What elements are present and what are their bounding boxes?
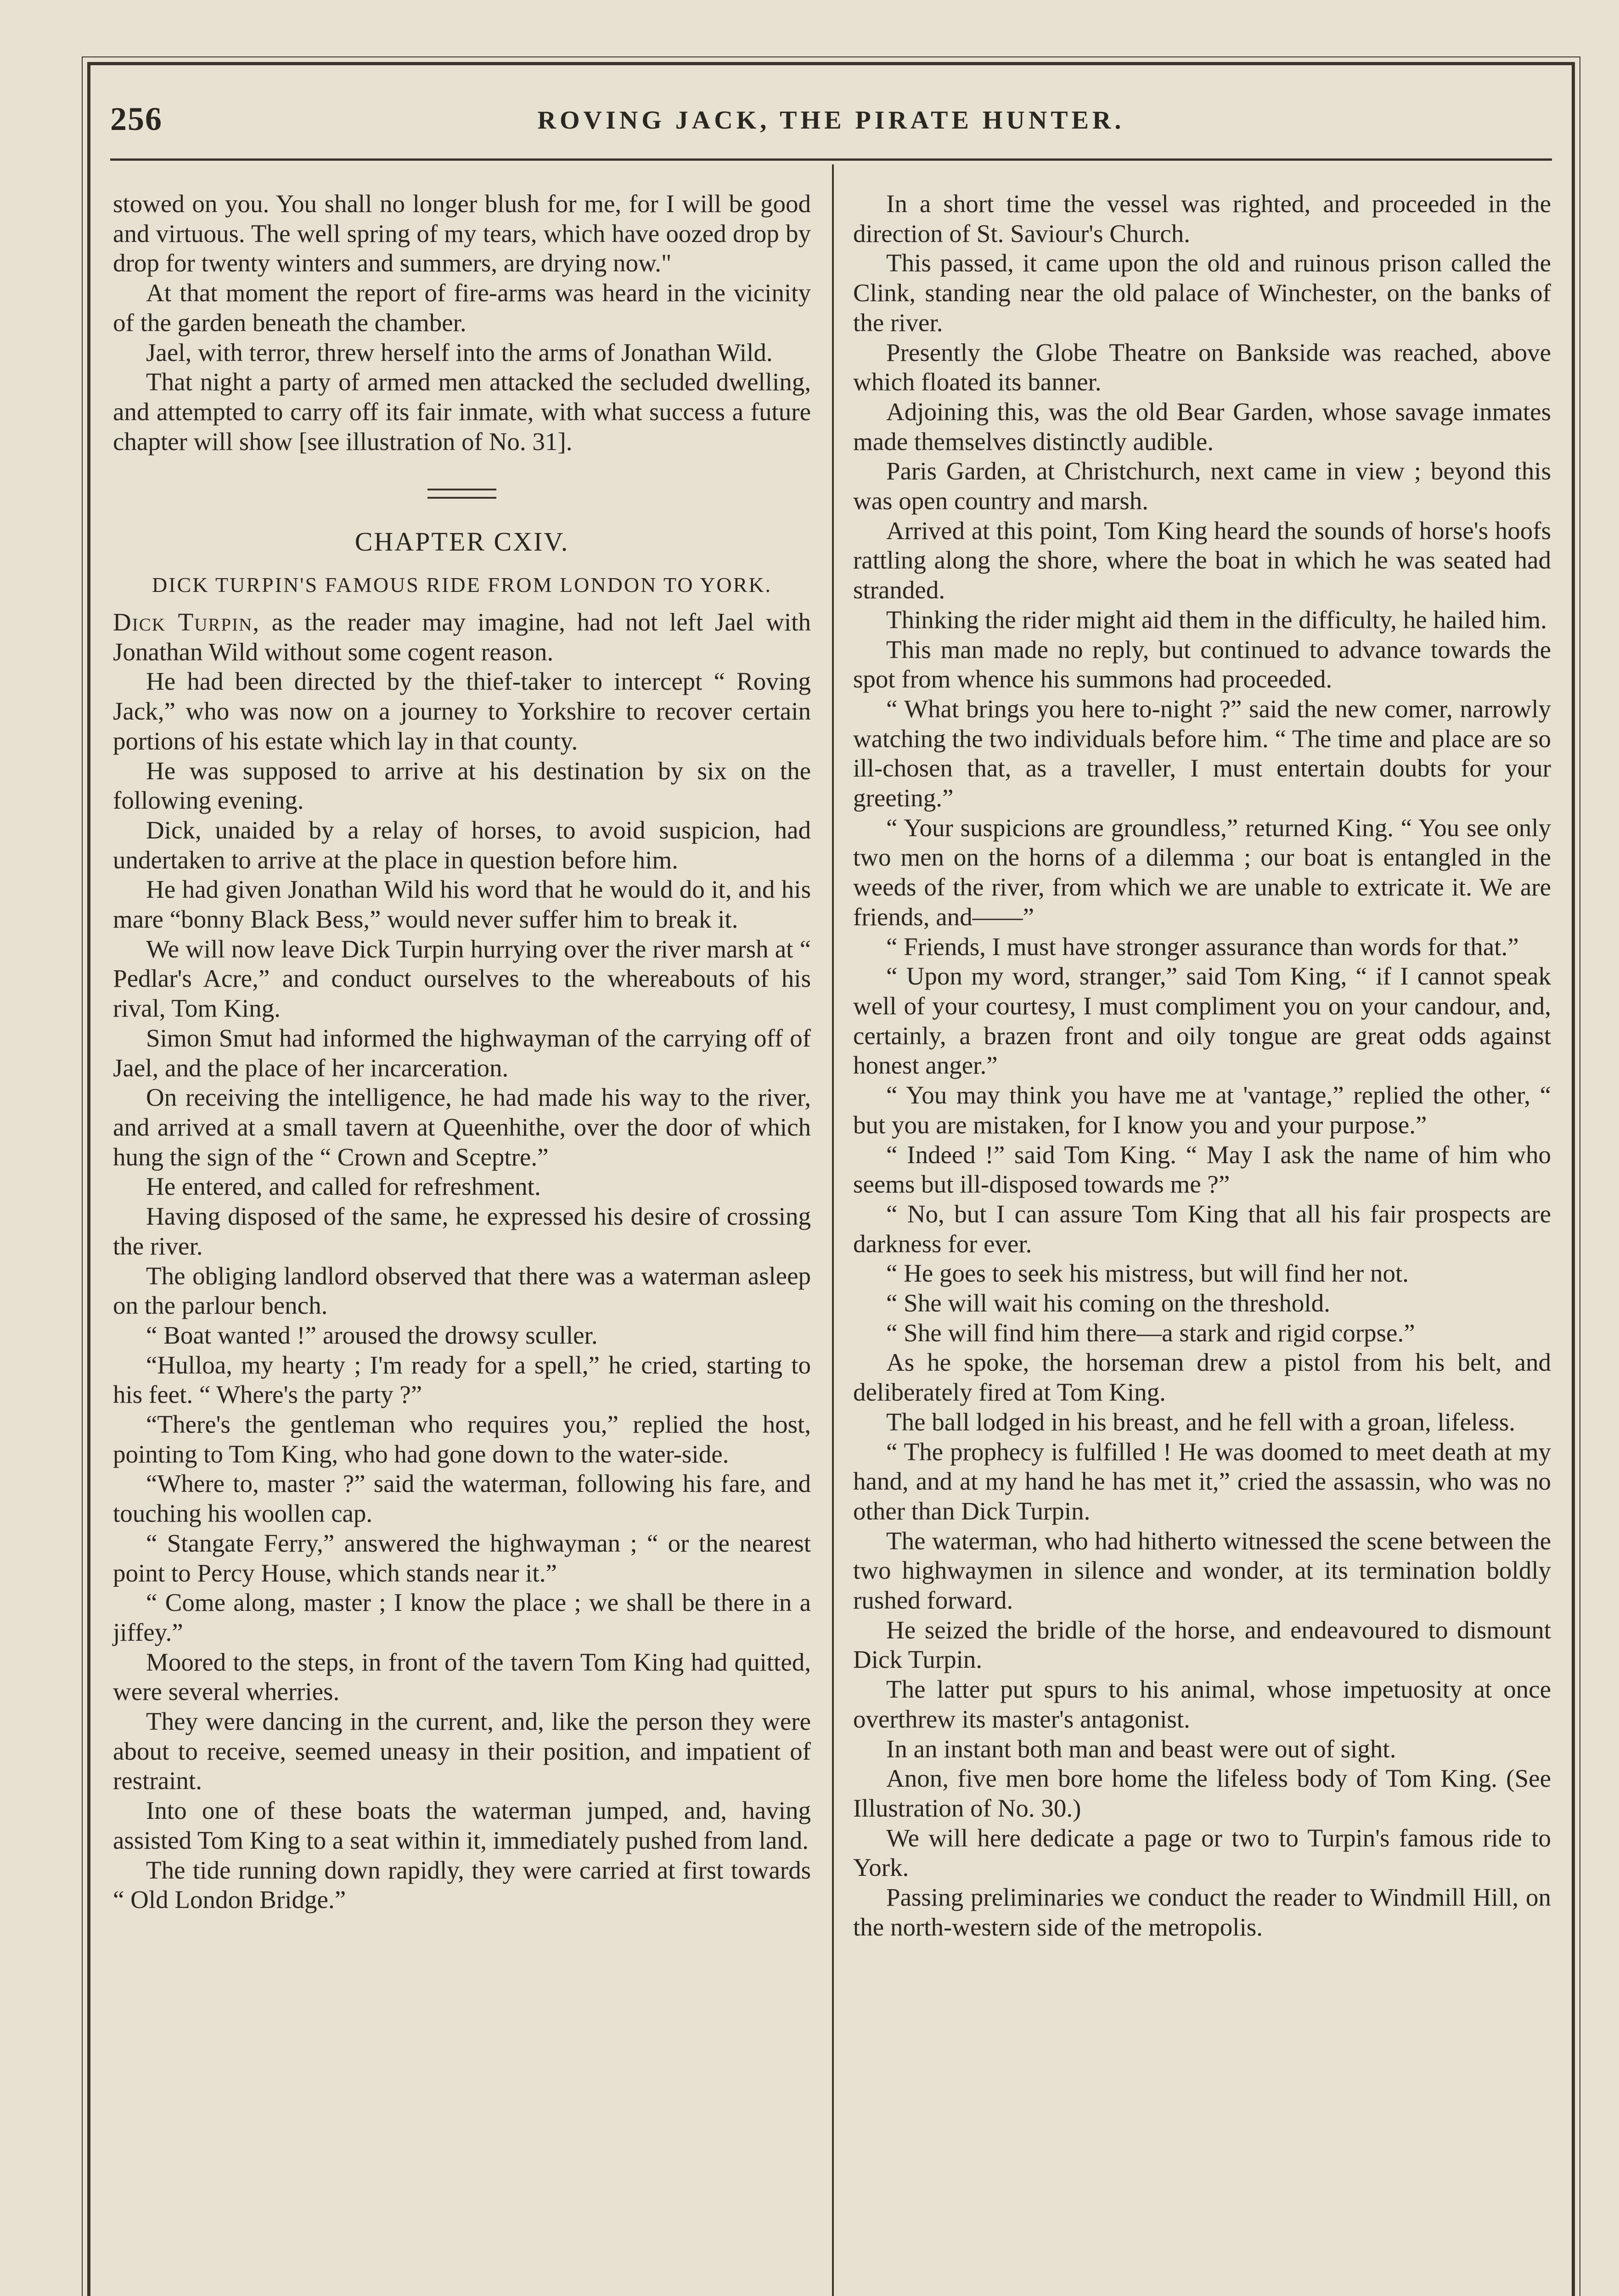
- paragraph: We will here dedicate a page or two to Turpin's famous ride to York.: [853, 1823, 1551, 1882]
- paragraph: That night a party of armed men attacked the secluded dwelling, and attempted to carry off its fair inmate, with what success a future chapter will show [see illustration of No. 31].: [113, 368, 811, 456]
- paragraph: He entered, and called for refreshment.: [146, 1172, 541, 1201]
- paragraph: “ Boat wanted !” aroused the drowsy sculler.: [146, 1321, 598, 1349]
- paragraph: Jael, with terror, threw herself into the arms of Jonathan Wild.: [146, 338, 773, 366]
- paragraph: “ The prophecy is fulfilled ! He was doomed to meet death at my hand, and at my hand he has met it,” cried the assassin, who was no other than Dick Turpin.: [853, 1437, 1551, 1525]
- paragraph: stowed on you. You shall no longer blush for me, for I will be good and virtuous. The well spring of my tears, which have oozed drop by drop for twenty winters and summers, are drying now.": [113, 190, 811, 277]
- paragraph: In an instant both man and beast were out of sight.: [886, 1734, 1396, 1763]
- paragraph: Simon Smut had informed the highwayman of the carrying off of Jael, and the place of her incarceration.: [113, 1024, 811, 1082]
- chapter-opening-paragraph: [113, 608, 811, 667]
- paragraph: “ No, but I can assure Tom King that all his fair prospects are darkness for ever.: [853, 1199, 1551, 1258]
- paragraph: Into one of these boats the waterman jumped, and, having assisted Tom King to a seat within it, immediately pushed from land.: [113, 1796, 811, 1854]
- paragraph: “ Your suspicions are groundless,” returned King. “ You see only two men on the horns of a dilemma ; our boat is entangled in the weeds of the river, from which we are unable to extricate it. We are friends, and——”: [853, 813, 1551, 931]
- paragraph: “Where to, master ?” said the waterman, following his fare, and touching his woollen cap.: [113, 1469, 811, 1528]
- paragraph: “There's the gentleman who requires you,” replied the host, pointing to Tom King, who had gone down to the water-side.: [113, 1410, 811, 1468]
- paragraph: As he spoke, the horseman drew a pistol from his belt, and deliberately fired at Tom King.: [853, 1348, 1551, 1407]
- right-column: [853, 189, 1551, 1942]
- header-rule: [110, 158, 1552, 161]
- chapter-heading: CHAPTER CXIV.: [354, 527, 569, 557]
- paragraph: Paris Garden, at Christchurch, next came in view ; beyond this was open country and marsh.: [853, 457, 1551, 515]
- page-header: [110, 96, 1552, 152]
- paragraph: The obliging landlord observed that there was a waterman asleep on the parlour bench.: [113, 1261, 811, 1320]
- paragraph: “ Indeed !” said Tom King. “ May I ask the name of him who seems but ill-disposed towards me ?”: [853, 1140, 1551, 1199]
- paragraph: “ He goes to seek his mistress, but will find her not.: [886, 1259, 1409, 1288]
- paragraph: We will now leave Dick Turpin hurrying over the river marsh at “ Pedlar's Acre,” and conduct ourselves to the whereabouts of his rival, Tom King.: [113, 934, 811, 1023]
- paragraph: The tide running down rapidly, they were carried at first towards “ Old London Bridge.”: [113, 1856, 811, 1914]
- paragraph: The ball lodged in his breast, and he fell with a groan, lifeless.: [886, 1407, 1516, 1436]
- paragraph: On receiving the intelligence, he had made his way to the river, and arrived at a small tavern at Queenhithe, over the door of which hung the sign of the “ Crown and Sceptre.”: [113, 1083, 811, 1171]
- paragraph: Thinking the rider might aid them in the difficulty, he hailed him.: [886, 605, 1547, 634]
- paragraph: At that moment the report of fire-arms was heard in the vicinity of the garden beneath the chamber.: [113, 279, 811, 337]
- paragraph: Adjoining this, was the old Bear Garden, whose savage inmates made themselves distinctly audible.: [853, 397, 1551, 456]
- paragraph: “Hulloa, my hearty ; I'm ready for a spell,” he cried, starting to his feet. “ Where's the party ?”: [113, 1351, 811, 1409]
- paragraph: The waterman, who had hitherto witnessed the scene between the two highwaymen in silence and wonder, at its termination boldly rushed forward.: [853, 1526, 1551, 1615]
- paragraph: “ Upon my word, stranger,” said Tom King, “ if I cannot speak well of your courtesy, I must compliment you on your candour, and, certainly, a brazen front and oily tongue are great odds against honest anger.”: [853, 962, 1551, 1080]
- paragraph: This man made no reply, but continued to advance towards the spot from whence his summons had proceeded.: [853, 635, 1551, 693]
- page-number: 256: [110, 101, 163, 137]
- paragraph: Arrived at this point, Tom King heard the sounds of horse's hoofs rattling along the shore, where the boat in which he was seated had stranded.: [853, 516, 1551, 604]
- paragraph: He had been directed by the thief-taker to intercept “ Roving Jack,” who was now on a journey to Yorkshire to recover certain portions of his estate which lay in that county.: [113, 667, 811, 755]
- paragraph: “ What brings you here to-night ?” said the new comer, narrowly watching the two individuals before him. “ The time and place are so ill-chosen that, as a traveller, I must entertain doubts for your greeting.”: [853, 694, 1551, 812]
- left-column: [113, 189, 811, 1915]
- column-divider: [832, 164, 834, 2296]
- paragraph: “ Stangate Ferry,” answered the highwayman ; “ or the nearest point to Percy House, which stands near it.”: [113, 1529, 811, 1587]
- paragraph: “ She will wait his coming on the threshold.: [886, 1289, 1330, 1317]
- paragraph: Moored to the steps, in front of the tavern Tom King had quitted, were several wherries.: [113, 1648, 811, 1706]
- paragraph: “ Friends, I must have stronger assurance than words for that.”: [886, 932, 1519, 961]
- chapter-opening-lead: Dick Turpin,: [113, 608, 260, 636]
- paragraph: They were dancing in the current, and, like the person they were about to receive, seemed uneasy in their position, and impatient of restraint.: [113, 1707, 811, 1795]
- paragraph: Presently the Globe Theatre on Bankside was reached, above which floated its banner.: [853, 338, 1551, 396]
- running-title: ROVING JACK, THE PIRATE HUNTER.: [537, 106, 1125, 135]
- paragraph: Having disposed of the same, he expressed his desire of crossing the river.: [113, 1202, 811, 1260]
- chapter-opening-text: as the reader may imagine, had not left Jael with Jonathan Wild without some cogent reason.: [113, 608, 811, 666]
- paragraph: He had given Jonathan Wild his word that he would do it, and his mare “bonny Black Bess,” would never suffer him to break it.: [113, 875, 811, 934]
- chapter-subtitle: DICK TURPIN'S FAMOUS RIDE FROM LONDON TO YORK.: [152, 573, 772, 597]
- paragraph: “ You may think you have me at 'vantage,” replied the other, “ but you are mistaken, for I know you and your purpose.”: [853, 1081, 1551, 1139]
- paragraph: He was supposed to arrive at his destination by six on the following evening.: [113, 756, 811, 815]
- paragraph: In a short time the vessel was righted, and proceeded in the direction of St. Saviour's Church.: [853, 190, 1551, 248]
- paragraph: “ She will find him there—a stark and rigid corpse.”: [886, 1318, 1415, 1347]
- paragraph: This passed, it came upon the old and ruinous prison called the Clink, standing near the old palace of Winchester, on the banks of the river.: [853, 249, 1551, 337]
- paragraph: Anon, five men bore home the lifeless body of Tom King. (See Illustration of No. 30.): [853, 1764, 1551, 1822]
- paragraph: “ Come along, master ; I know the place ; we shall be there in a jiffey.”: [113, 1588, 811, 1646]
- paragraph: Passing preliminaries we conduct the reader to Windmill Hill, on the north-western side of the metropolis.: [853, 1883, 1551, 1941]
- paragraph: Dick, unaided by a relay of horses, to avoid suspicion, had undertaken to arrive at the place in question before him.: [113, 816, 811, 874]
- section-separator: [427, 489, 496, 499]
- paragraph: The latter put spurs to his animal, whose impetuosity at once overthrew its master's antagonist.: [853, 1675, 1551, 1733]
- paragraph: He seized the bridle of the horse, and endeavoured to dismount Dick Turpin.: [853, 1615, 1551, 1674]
